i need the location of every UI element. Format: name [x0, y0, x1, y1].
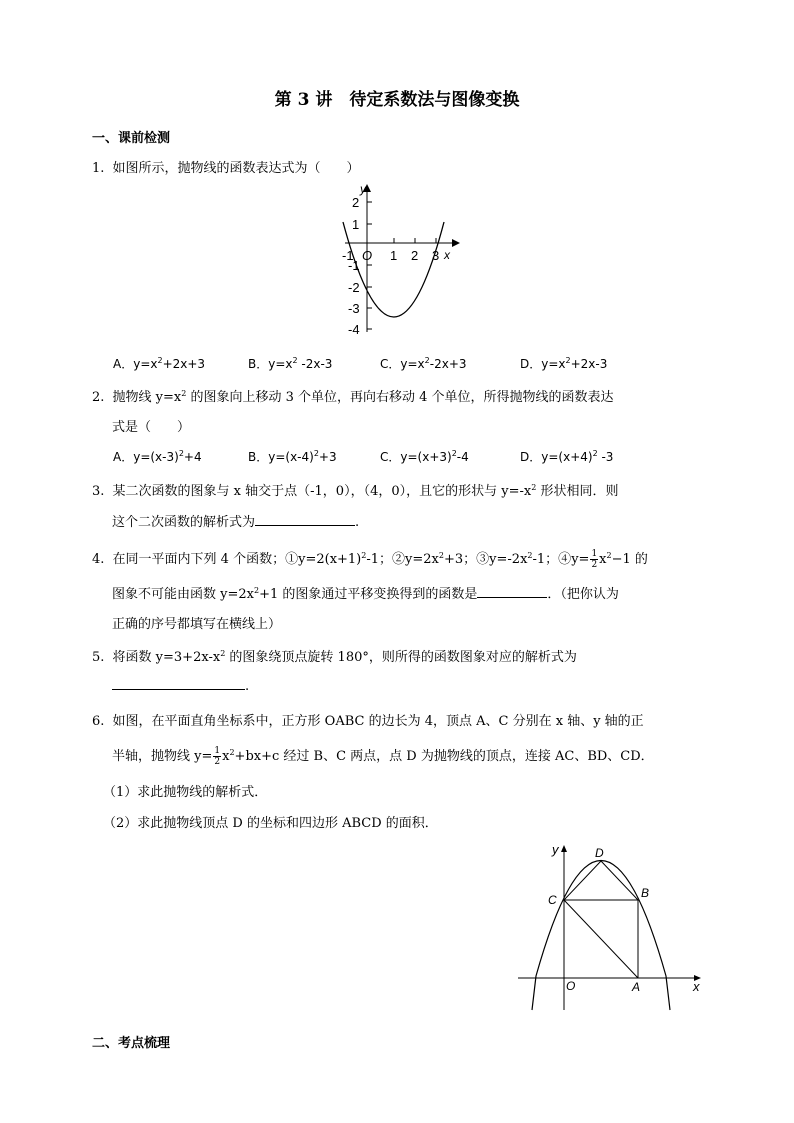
q2-option-c: C．$y=(x+3)^2-4$ [380, 449, 469, 464]
y-tick-label: -2 [348, 280, 360, 295]
q1-option-b: B．$y=x^2$ -2x-3 [248, 356, 333, 371]
y-axis-label: y [360, 182, 366, 196]
point-D-label: D [595, 846, 604, 860]
question-text: 如图所示，抛物线的函数表达式为（ ） [112, 161, 360, 176]
segment-BD [601, 861, 638, 900]
x-tick-label: 2 [411, 248, 419, 263]
answer-blank[interactable] [477, 585, 547, 598]
question-3: 3. 某二次函数的图象与 x 轴交于点（-1，0），（4，0），且它的形状与 $y=-x^2$ 形状相同．则 [92, 483, 619, 499]
point-B-label: B [641, 886, 650, 900]
y-axis-label: y [552, 842, 559, 857]
segment-CA [564, 900, 638, 978]
page-title: 第 3 讲 待定系数法与图像变换 [274, 90, 520, 110]
point-A-label: A [632, 980, 641, 994]
point-O-label: O [566, 979, 576, 993]
q2-option-a: A．$y=(x-3)^2+4$ [113, 449, 202, 464]
question-6-line-2: 半轴，抛物线 y= $\frac{1}{2}$ $x^2+bx+c$ 经过 B、C 两点，点 D 为抛物线的顶点，连接 AC、BD、CD． [112, 746, 654, 767]
y-tick-label: -1 [348, 258, 360, 273]
q1-option-a: A．$y=x^2+2x+3$ [113, 356, 206, 371]
y-tick-label: 2 [352, 195, 360, 210]
y-axis-arrow [561, 845, 567, 852]
question-2-line-2: 式是（ ） [112, 420, 191, 435]
q1-option-d: D．$y=x^2+2x-3$ [520, 356, 608, 371]
point-C-label: C [548, 893, 557, 907]
question-6: 6. 如图，在平面直角坐标系中，正方形 OABC 的边长为 4，顶点 A、C 分别在 x 轴、y 轴的正 [92, 714, 644, 729]
question-5-line-2: . [112, 677, 249, 694]
x-axis-label: x [444, 248, 450, 262]
section-heading-pre-test: 一、课前检测 [92, 131, 171, 146]
y-tick-label: 1 [352, 217, 360, 232]
q1-option-c: C．$y=x^2-2x+3$ [380, 356, 467, 371]
y-tick-label: -4 [348, 322, 360, 337]
x-tick-label: 1 [390, 248, 398, 263]
question-number: 1. [92, 161, 105, 176]
answer-blank[interactable] [112, 677, 245, 690]
parabola-curve [532, 861, 670, 1011]
fraction: $\frac{1}{2}$ [591, 549, 598, 570]
q2-option-d: D．$y=(x+4)^2$ -3 [520, 449, 614, 464]
x-tick-label: -1 [342, 248, 354, 263]
question-4-line-2: 图象不可能由函数 $y=2x^2+1$ 的图象通过平移变换得到的函数是 ．（把你认为 [112, 586, 619, 602]
x-axis-label: x [693, 979, 700, 994]
q2-option-b: B．$y=(x-4)^2+3$ [248, 449, 337, 464]
question-6-part-1: （1）求此抛物线的解析式． [103, 785, 268, 800]
question-4: 4. 在同一平面内下列 4 个函数；$①y=2(x+1)^2-1$；$②y=2x^2+3$；$③y=-2x^2-1$；④y= $\frac{1}{2}$ $x^2-1$ 的 [92, 549, 648, 570]
section-heading-key-points: 二、考点梳理 [92, 1036, 171, 1051]
y-tick-label: -3 [348, 301, 360, 316]
answer-blank[interactable] [255, 513, 355, 526]
question-1 [92, 157, 360, 176]
x-tick-label: 3 [432, 248, 440, 263]
x-axis-arrow [452, 239, 460, 247]
q1-parabola-graph [330, 180, 465, 340]
question-4-line-3: 正确的序号都填写在横线上） [112, 617, 282, 632]
question-3-line-2: 这个二次函数的解析式为 . [112, 515, 360, 530]
q6-square-parabola-figure [510, 838, 710, 1013]
origin-label: O [362, 248, 373, 263]
fraction: $\frac{1}{2}$ [214, 746, 221, 767]
segment-CD [564, 861, 601, 900]
question-2: 2. 抛物线 $y=x^2$ 的图象向上移动 3 个单位，再向右移动 4 个单位，所得抛物线的函数表达 [92, 389, 614, 405]
question-6-part-2: （2）求此抛物线顶点 D 的坐标和四边形 ABCD 的面积． [103, 816, 438, 831]
question-5: 5. 将函数 $y=3+2x-x^2$ 的图象绕顶点旋转 180°，则所得的函数图象对应的解析式为 [92, 649, 577, 665]
